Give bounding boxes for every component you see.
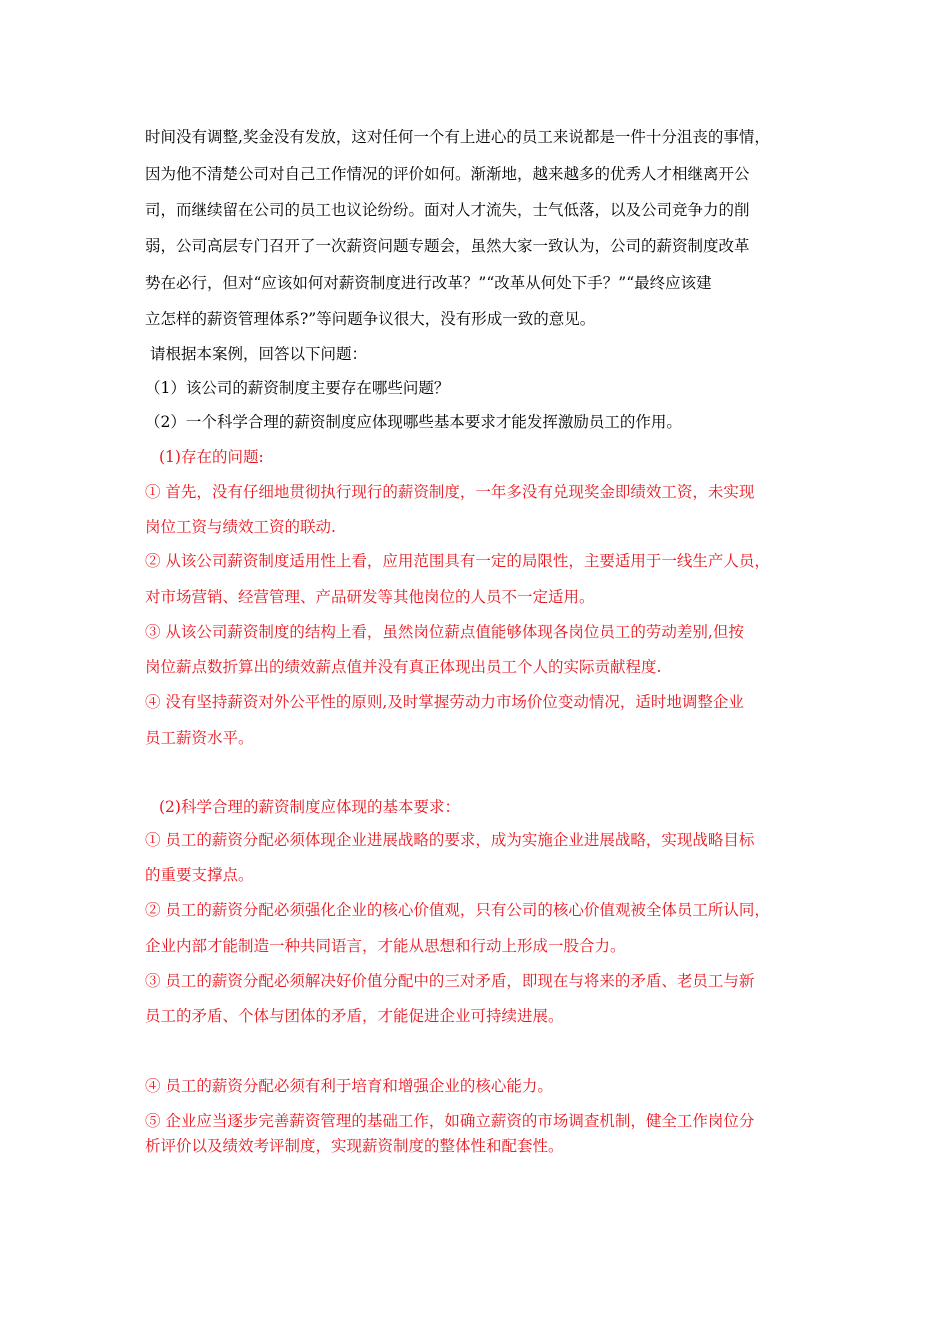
answer2-line: ② 员工的薪资分配必须强化企业的核心价值观，只有公司的核心价值观被全体员工所认同， [145, 901, 770, 919]
answer2-line: 析评价以及绩效考评制度，实现薪资制度的整体性和配套性。 [145, 1137, 564, 1155]
answer1-line: 岗位薪点数折算出的绩效薪点值并没有真正体现出员工个人的实际贡献程度. [145, 658, 662, 676]
answer1-line: 对市场营销、经营管理、产品研发等其他岗位的人员不一定适用。 [145, 588, 595, 606]
answer1-line: 员工薪资水平。 [145, 729, 254, 747]
answer1-line: ④ 没有坚持薪资对外公平性的原则,及时掌握劳动力市场价位变动情况，适时地调整企业 [145, 693, 744, 711]
answer2-line: 员工的矛盾、个体与团体的矛盾，才能促进企业可持续进展。 [145, 1007, 564, 1025]
answer1-line: 岗位工资与绩效工资的联动. [145, 518, 336, 536]
case-text-line: 弱，公司高层专门召开了一次薪资问题专题会，虽然大家一致认为，公司的薪资制度改革 [145, 237, 750, 255]
case-text-line: 势在必行，但对“应该如何对薪资制度进行改革？”“改革从何处下手？”“最终应该建 [145, 274, 712, 292]
answer2-line: ③ 员工的薪资分配必须解决好价值分配中的三对矛盾，即现在与将来的矛盾、老员工与新 [145, 972, 755, 990]
case-text-line: 时间没有调整,奖金没有发放，这对任何一个有上进心的员工来说都是一件十分沮丧的事情， [145, 128, 770, 146]
answer1-line: ① 首先，没有仔细地贯彻执行现行的薪资制度，一年多没有兑现奖金即绩效工资，未实现 [145, 483, 755, 501]
answer1-line: ③ 从该公司薪资制度的结构上看，虽然岗位薪点值能够体现各岗位员工的劳动差别,但按 [145, 623, 744, 641]
questions-intro: 请根据本案例，回答以下问题： [150, 345, 368, 363]
answer1-line: ② 从该公司薪资制度适用性上看，应用范围具有一定的局限性，主要适用于一线生产人员， [145, 552, 770, 570]
case-text-line: 立怎样的薪资管理体系?”等问题争议很大，没有形成一致的意见。 [145, 310, 596, 328]
case-text-line: 司，而继续留在公司的员工也议论纷纷。面对人才流失，士气低落，以及公司竞争力的削 [145, 201, 750, 219]
case-text-line: 因为他不清楚公司对自己工作情况的评价如何。渐渐地，越来越多的优秀人才相继离开公 [145, 165, 750, 183]
question-1: （1）该公司的薪资制度主要存在哪些问题？ [145, 379, 450, 397]
answer2-line: ⑤ 企业应当逐步完善薪资管理的基础工作，如确立薪资的市场调查机制，健全工作岗位分 [145, 1112, 755, 1130]
answer2-line: 的重要支撑点。 [145, 866, 254, 884]
answer2-line: ① 员工的薪资分配必须体现企业进展战略的要求，成为实施企业进展战略，实现战略目标 [145, 831, 755, 849]
answer2-heading: (2)科学合理的薪资制度应体现的基本要求： [159, 798, 460, 816]
question-2: （2）一个科学合理的薪资制度应体现哪些基本要求才能发挥激励员工的作用。 [145, 413, 682, 431]
answer2-line: 企业内部才能制造一种共同语言，才能从思想和行动上形成一股合力。 [145, 937, 626, 955]
answer1-heading: (1)存在的问题: [159, 448, 264, 466]
answer2-line: ④ 员工的薪资分配必须有利于培育和增强企业的核心能力。 [145, 1077, 553, 1095]
